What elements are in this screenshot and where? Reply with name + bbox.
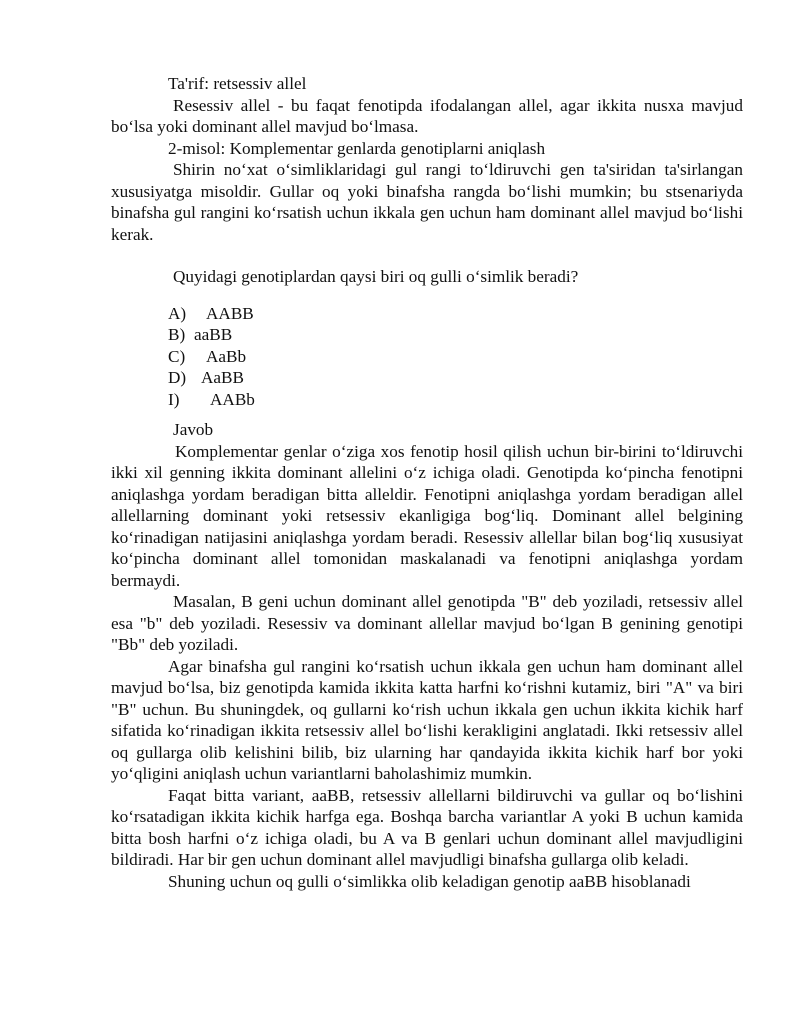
example-title: 2-misol: Komplementar genlarda genotiplarni aniqlash <box>168 138 546 158</box>
option-value: AaBb <box>206 346 247 366</box>
answer-paragraph: Masalan, B geni uchun dominant allel genotipda "B" deb yoziladi, retsessiv allel esa "b" deb yoziladi. Resessiv va dominant allellar mavjud bo‘lgan B genining genotipi "Bb" deb yoziladi. <box>111 592 743 654</box>
option-i <box>168 389 743 411</box>
option-value: AaBB <box>201 368 244 387</box>
document-page <box>111 73 743 892</box>
option-b <box>168 324 743 346</box>
option-letter: D) <box>168 368 187 387</box>
example-body: Shirin no‘xat o‘simliklaridagi gul rangi to‘ldiruvchi gen ta'siridan ta'sirlangan xususiyatga misoldir. Gullar oq yoki binafsha rangda bo‘lishi mumkin; bu stsenariyda binafsha gul rangini ko‘rsatish uchun ikkala gen uchun ham dominant allel mavjud bo‘lishi kerak. <box>111 160 743 244</box>
option-value: AABB <box>206 303 254 323</box>
answer-conclusion: Shuning uchun oq gulli o‘simlikka olib keladigan genotip aaBB hisoblanadi <box>168 871 691 891</box>
option-c <box>168 346 743 368</box>
definition-body: Resessiv allel - bu faqat fenotipda ifodalangan allel, agar ikkita nusxa mavjud bo‘lsa yoki dominant allel mavjud bo‘lmasa. <box>111 95 743 136</box>
option-letter: C) <box>168 346 186 366</box>
answer-paragraph: Agar binafsha gul rangini ko‘rsatish uchun ikkala gen uchun ham dominant allel mavjud bo‘lsa, biz genotipda kamida ikkita katta harfni ko‘rishni kutamiz, biri "A" va biri "B" uchun. Bu shuningdek, oq gullarni ko‘rish uchun ikkala gen uchun ikkita kichik harf sifatida ko‘rinadigan ikkita retsessiv allel bo‘lishi kerakligini anglatadi. Ikki retsessiv allel oq gullarga olib kelishini bilib, biz ularning har qandayida ikkita kichik harf bor yoki yo‘qligini aniqlash uchun variantlarni baholashimiz mumkin. <box>111 656 743 783</box>
definition-title: Ta'rif: retsessiv allel <box>168 74 307 93</box>
answer-options <box>111 303 743 411</box>
option-value: aaBB <box>194 325 233 344</box>
answer-heading: Javob <box>173 420 214 439</box>
option-letter: I) <box>168 389 180 409</box>
option-letter: A) <box>168 303 187 323</box>
answer-paragraph: Komplementar genlar o‘ziga xos fenotip hosil qilish uchun bir-birini to‘ldiruvchi ikki xil genning ikkita dominant allelini o‘z ichiga oladi. Genotipda ko‘pincha fenotipni aniqlashga yordam beradigan bitta alleldir. Fenotipni aniqlashga yordam beradigan allel allellarning dominant yoki retsessiv ekanligiga bog‘liq. Dominant allel belgining ko‘rinadigan natijasini aniqlashga yordam beradi. Resessiv allellar bilan bog‘liq xususiyat ko‘pincha dominant allel tomonidan maskalanadi va fenotipni aniqlashga yordam bermaydi. <box>111 441 743 590</box>
option-d <box>168 367 743 389</box>
answer-paragraph: Faqat bitta variant, aaBB, retsessiv allellarni bildiruvchi va gullar oq bo‘lishini ko‘rsatadigan ikkita kichik harfga ega. Boshqa barcha variantlar A yoki B uchun kamida bitta bosh harfni o‘z ichiga oladi, bu A va B genlari uchun dominant allel mavjudligini bildiradi. Har bir gen uchun dominant allel mavjudligi binafsha gullarga olib keladi. <box>111 785 743 869</box>
question-text: Quyidagi genotiplardan qaysi biri oq gulli o‘simlik beradi? <box>173 267 579 286</box>
option-letter: B) <box>168 325 186 344</box>
option-a <box>168 303 743 325</box>
option-value: AABb <box>210 389 255 409</box>
